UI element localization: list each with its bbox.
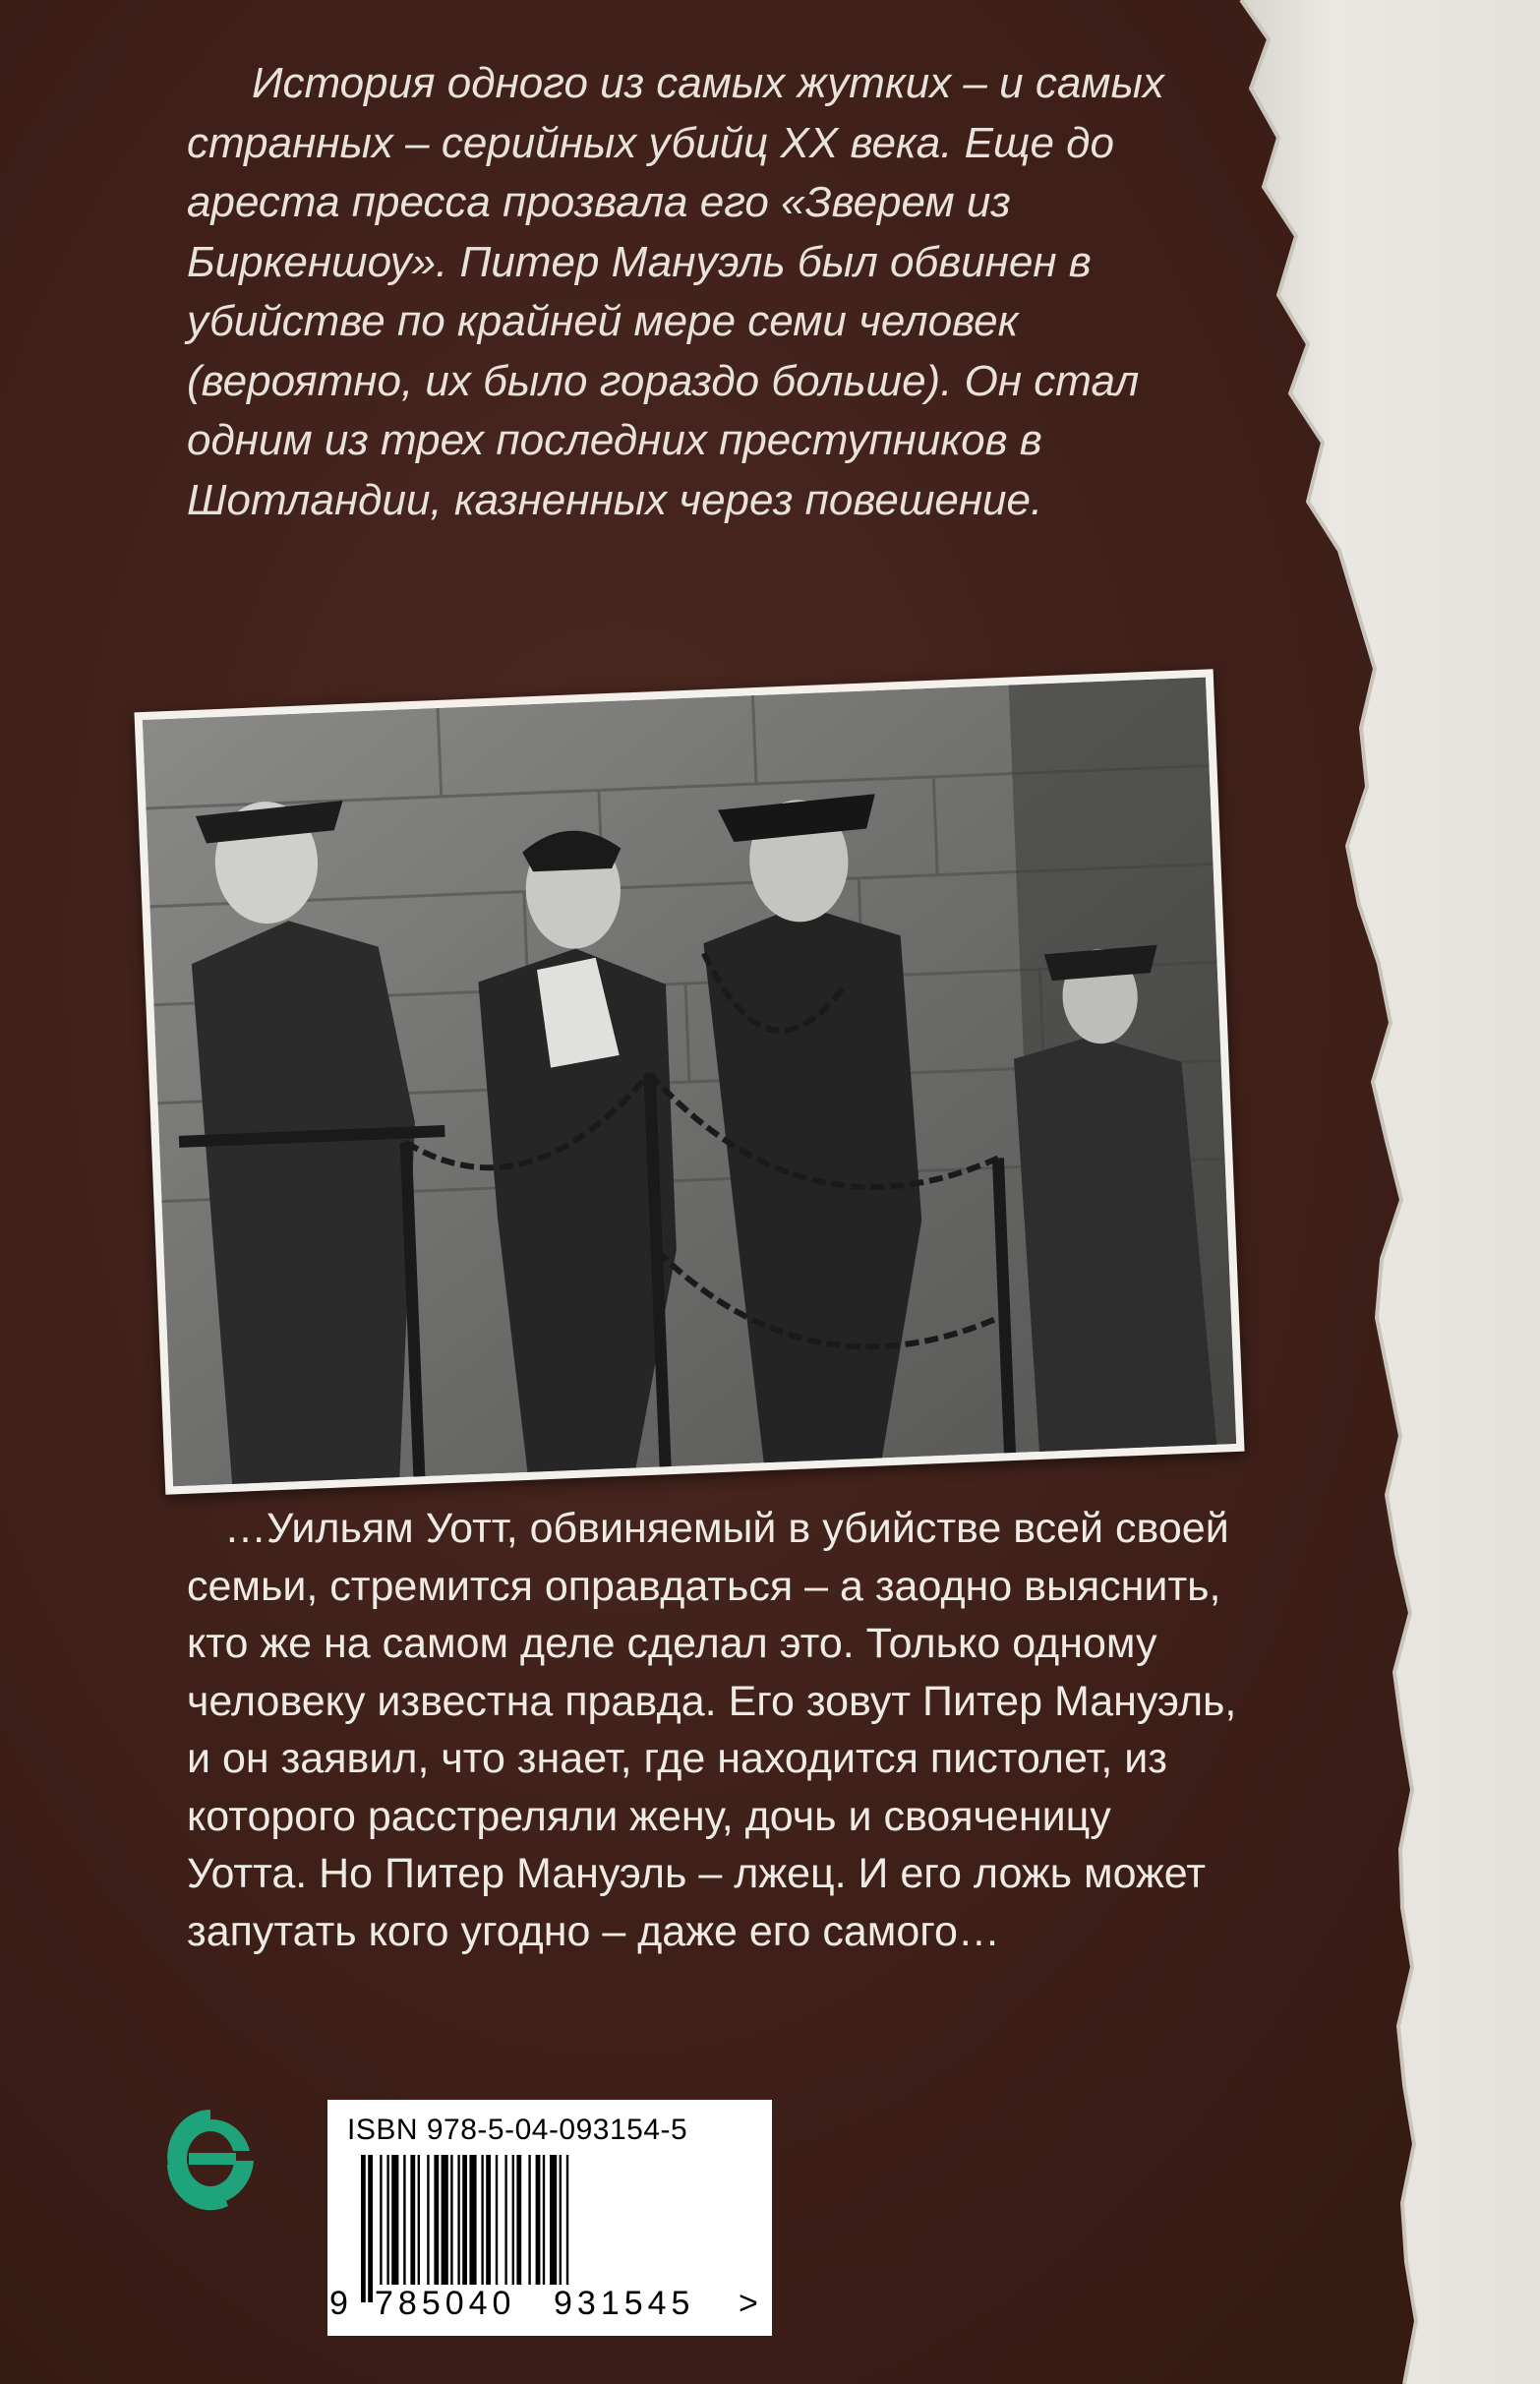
eksmo-logo-icon (159, 2102, 263, 2215)
barcode-bar (550, 2155, 557, 2285)
barcode-first-digit: 9 (329, 2285, 348, 2322)
barcode-bar (418, 2155, 420, 2285)
barcode-bar (386, 2155, 388, 2285)
barcode-bar (457, 2155, 459, 2285)
barcode-bar (403, 2155, 405, 2285)
barcode-bar (442, 2155, 448, 2285)
barcode-bar (462, 2155, 467, 2302)
barcode-bar (380, 2155, 382, 2285)
barcode-bar (486, 2155, 491, 2285)
barcode-bar (368, 2155, 373, 2302)
barcode-bar (391, 2155, 398, 2285)
barcode-bar (361, 2155, 366, 2302)
isbn-barcode (327, 2100, 772, 2336)
barcode-bar (516, 2155, 521, 2285)
synopsis-blurb: История одного из самых жутких – и самых странных – серийных убийц XX века. Еще до ареста пресса прозвала его «Зверем из Биркеншоу». Питер Мануэль был обвинен в убийстве по крайней мере семи человек (вероятно, их было гораздо больше). Он стал одним из трех последних преступников в Шотландии, казненных через повешение. (187, 59, 1164, 524)
barcode-bar (481, 2155, 483, 2285)
barcode-bar (536, 2155, 541, 2285)
barcode-left-digits: 785040 (375, 2285, 516, 2322)
barcode-bar (434, 2155, 439, 2285)
isbn-label: ISBN 978-5-04-093154-5 (347, 2114, 688, 2146)
barcode-bar (528, 2155, 530, 2285)
barcode-bar (410, 2155, 415, 2285)
story-summary: …Уильям Уотт, обвиняемый в убийстве всей своей семьи, стремится оправдаться – а заодно выяснить, кто же на самом деле сделал это. Только одному человеку известна правда. Его зовут Питер Мануэль, и он заявил, что знает, где находится пистолет, из которого расстреляли жену, дочь и свояченицу Уотта. Но Питер Мануэль – лжец. И его ложь может запутать кого угодно – даже его самого… (187, 1505, 1237, 1955)
barcode-bar (560, 2155, 562, 2285)
barcode-bar (512, 2155, 514, 2285)
barcode-bar (469, 2155, 476, 2302)
archival-photo (134, 669, 1244, 1494)
barcode-bar (504, 2155, 506, 2285)
barcode-bar (427, 2155, 429, 2285)
barcode-bar (496, 2155, 498, 2285)
barcode-bar (450, 2155, 452, 2285)
barcode-bar (566, 2155, 568, 2302)
barcode-bar (543, 2155, 545, 2285)
barcode-right-digits: 931545 (554, 2285, 695, 2322)
barcode-quiet-mark: > (739, 2285, 758, 2322)
